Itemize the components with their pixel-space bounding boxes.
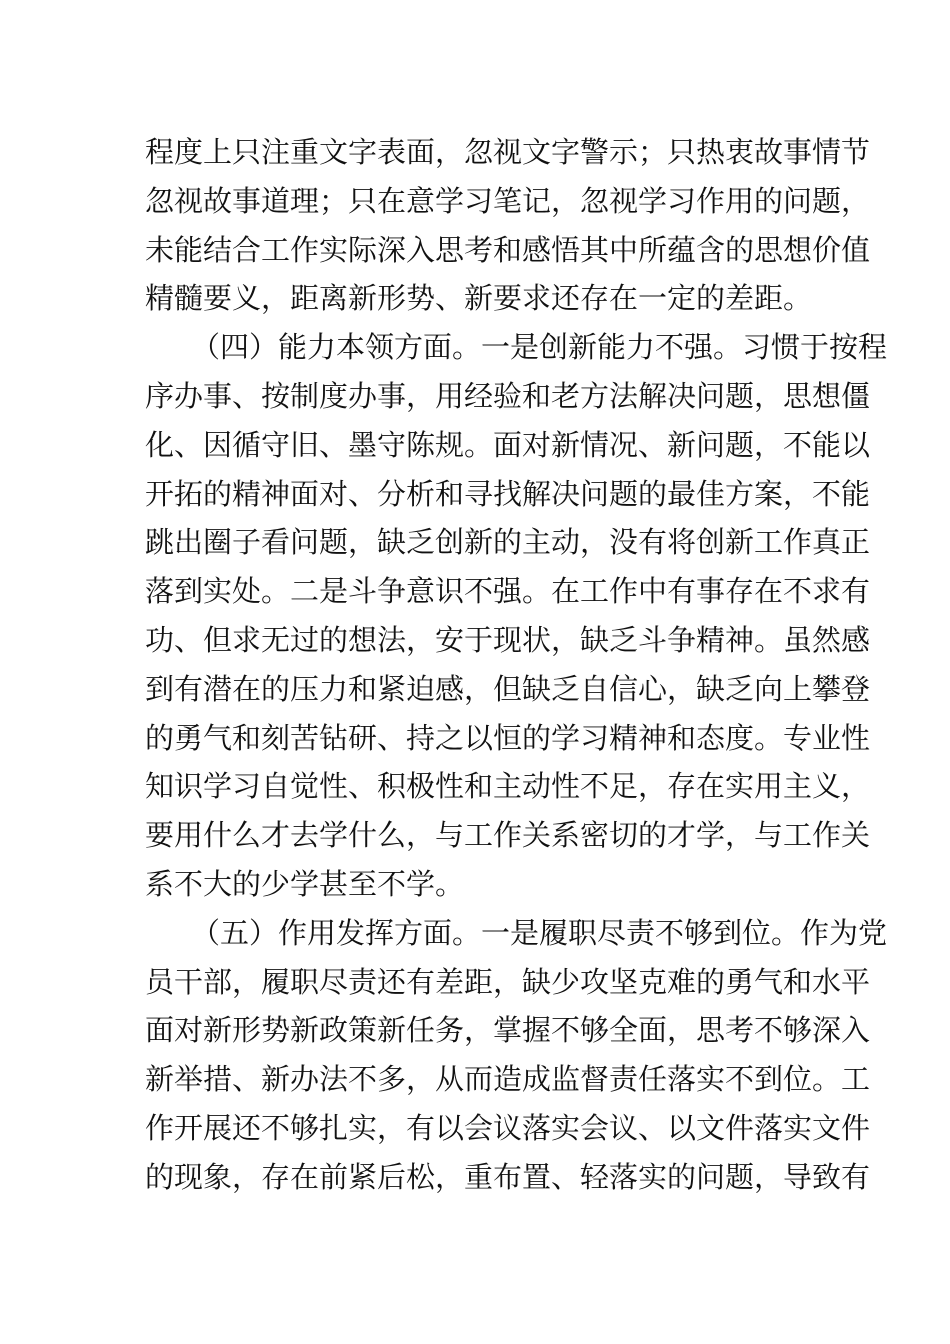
paragraph-role [145,909,888,1202]
text-line: 化、因循守旧、墨守陈规。面对新情况、新问题，不能以 [145,427,871,462]
document-body [145,128,888,1202]
text-line: （五）作用发挥方面。一是履职尽责不够到位。作为党 [191,915,888,950]
text-line: 忽视故事道理；只在意学习笔记，忽视学习作用的问题， [145,183,871,218]
text-line: 未能结合工作实际深入思考和感悟其中所蕴含的思想价值 [145,232,871,267]
text-line: 序办事、按制度办事，用经验和老方法解决问题，思想僵 [145,378,871,413]
text-line: 功、但求无过的想法，安于现状，缺乏斗争精神。虽然感 [145,622,871,657]
text-line: 要用什么才去学什么，与工作关系密切的才学，与工作关 [145,818,871,853]
text-line: 跳出圈子看问题，缺乏创新的主动，没有将创新工作真正 [145,525,871,560]
text-line: 新举措、新办法不多，从而造成监督责任落实不到位。工 [145,1062,871,1097]
text-line: 的现象，存在前紧后松，重布置、轻落实的问题，导致有 [145,1159,871,1194]
text-line: 的勇气和刻苦钻研、持之以恒的学习精神和态度。专业性 [145,720,871,755]
text-line: 程度上只注重文字表面，忽视文字警示；只热衷故事情节 [145,135,871,169]
text-line: 作开展还不够扎实，有以会议落实会议、以文件落实文件 [145,1110,871,1145]
text-line: 到有潜在的压力和紧迫感，但缺乏自信心，缺乏向上攀登 [145,671,871,706]
paragraph-ability [145,323,888,909]
text-line: 知识学习自觉性、积极性和主动性不足，存在实用主义， [145,769,871,804]
paragraph-continuation [145,128,871,323]
text-line: 系不大的少学甚至不学。 [145,866,465,901]
text-line: 开拓的精神面对、分析和寻找解决问题的最佳方案，不能 [145,476,871,511]
text-line: 员干部，履职尽责还有差距，缺少攻坚克难的勇气和水平 [145,964,871,999]
text-line: 面对新形势新政策新任务，掌握不够全面，思考不够深入 [145,1013,871,1048]
text-line: 精髓要义，距离新形势、新要求还存在一定的差距。 [145,281,813,316]
text-line: 落到实处。二是斗争意识不强。在工作中有事存在不求有 [145,574,871,609]
text-line: （四）能力本领方面。一是创新能力不强。习惯于按程 [191,330,888,365]
